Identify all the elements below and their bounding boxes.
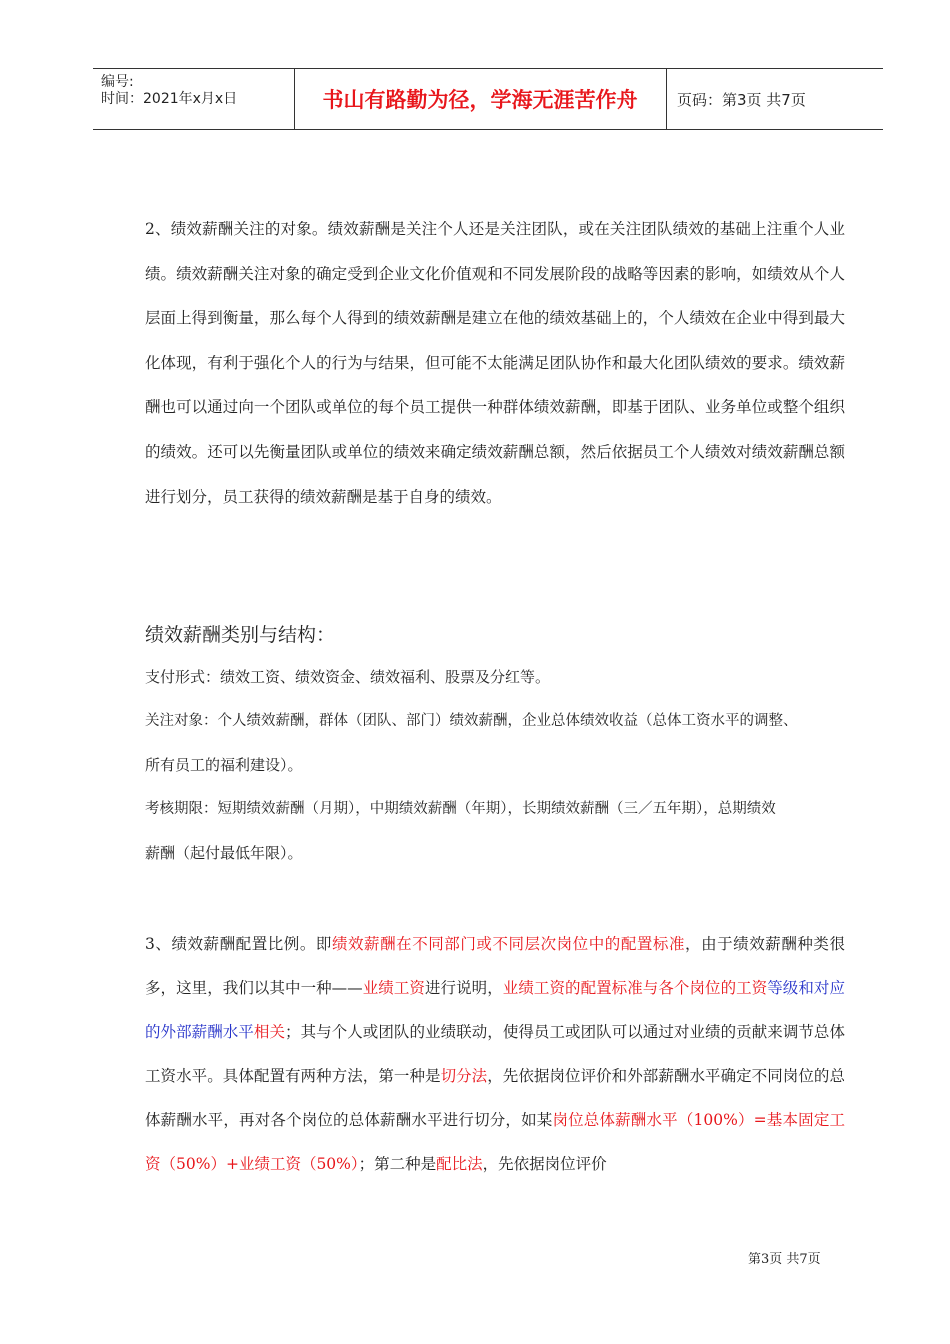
para3-highlight: 岗位总体薪酬水平（100%）=基本固定工资（50%）+业绩工资（50%） <box>145 1111 845 1173</box>
document-number-label: 编号: <box>101 74 134 90</box>
pay-forms-line: 支付形式：绩效工资、绩效资金、绩效福利、股票及分红等。 <box>145 668 551 686</box>
focus-line-2: 所有员工的福利建设）。 <box>145 756 303 774</box>
focus-line-1: 关注对象：个人绩效薪酬，群体（团队、部门）绩效薪酬，企业总体绩效收益（总体工资水平的调整、 <box>145 713 798 729</box>
para3-blue-highlight: 等级和对应的外部薪酬水平 <box>145 979 845 1041</box>
paragraph-3 <box>145 922 845 1186</box>
header-motto: 书山有路勤为径，学海无涯苦作舟 <box>294 69 667 129</box>
period-line-2: 薪酬（起付最低年限）。 <box>145 844 303 862</box>
para3-text: ；第二种是 <box>358 1155 437 1173</box>
para3-highlight: 相关 <box>253 1023 286 1041</box>
para3-text: ，先依据岗位评价 <box>482 1155 607 1173</box>
para3-text: 进行说明， <box>424 979 503 997</box>
document-time: 时间：2021年x月x日 <box>101 91 238 107</box>
para3-text: 3、绩效薪酬配置比例。即 <box>145 935 332 953</box>
para3-highlight: 切分法 <box>440 1067 488 1085</box>
para3-text: ，先依据岗位评价和外部薪酬水平确定不同岗位的总体薪酬水平，再对各个岗位的总体薪酬水平进行切分，如某 <box>145 1067 845 1129</box>
header-page-info: 页码：第3页 共7页 <box>677 90 806 109</box>
page-header <box>93 68 883 130</box>
para3-text: ，由于绩效薪酬种类很多，这里，我们以其中一种—— <box>145 935 845 997</box>
page-footer: 第3页 共7页 <box>748 1252 821 1267</box>
period-line-1: 考核期限：短期绩效薪酬（月期），中期绩效薪酬（年期），长期绩效薪酬（三／五年期），总期绩效 <box>145 801 776 817</box>
para3-text: ；其与个人或团队的业绩联动，使得员工或团队可以通过对业绩的贡献来调节总体工资水平。具体配置有两种方法，第一种是 <box>145 1023 845 1085</box>
para3-highlight: 配比法 <box>436 1155 483 1173</box>
paragraph-2: 2、绩效薪酬关注的对象。绩效薪酬是关注个人还是关注团队，或在关注团队绩效的基础上注重个人业绩。绩效薪酬关注对象的确定受到企业文化价值观和不同发展阶段的战略等因素的影响，如绩效从个人层面上得到衡量，那么每个人得到的绩效薪酬是建立在他的绩效基础上的，个人绩效在企业中得到最大化体现，有利于强化个人的行为与结果，但可能不太能满足团队协作和最大化团队绩效的要求。绩效薪酬也可以通过向一个团队或单位的每个员工提供一种群体绩效薪酬，即基于团队、业务单位或整个组织的绩效。还可以先衡量团队或单位的绩效来确定绩效薪酬总额，然后依据员工个人绩效对绩效薪酬总额进行划分，员工获得的绩效薪酬是基于自身的绩效。 <box>145 220 845 506</box>
section-title: 绩效薪酬类别与结构： <box>145 624 336 646</box>
para3-highlight: 业绩工资的配置标准与各个岗位的工资 <box>502 979 768 997</box>
para3-highlight: 绩效薪酬在不同部门或不同层次岗位中的配置标准 <box>331 935 686 953</box>
para3-highlight: 业绩工资 <box>362 979 425 997</box>
header-meta <box>93 69 295 129</box>
